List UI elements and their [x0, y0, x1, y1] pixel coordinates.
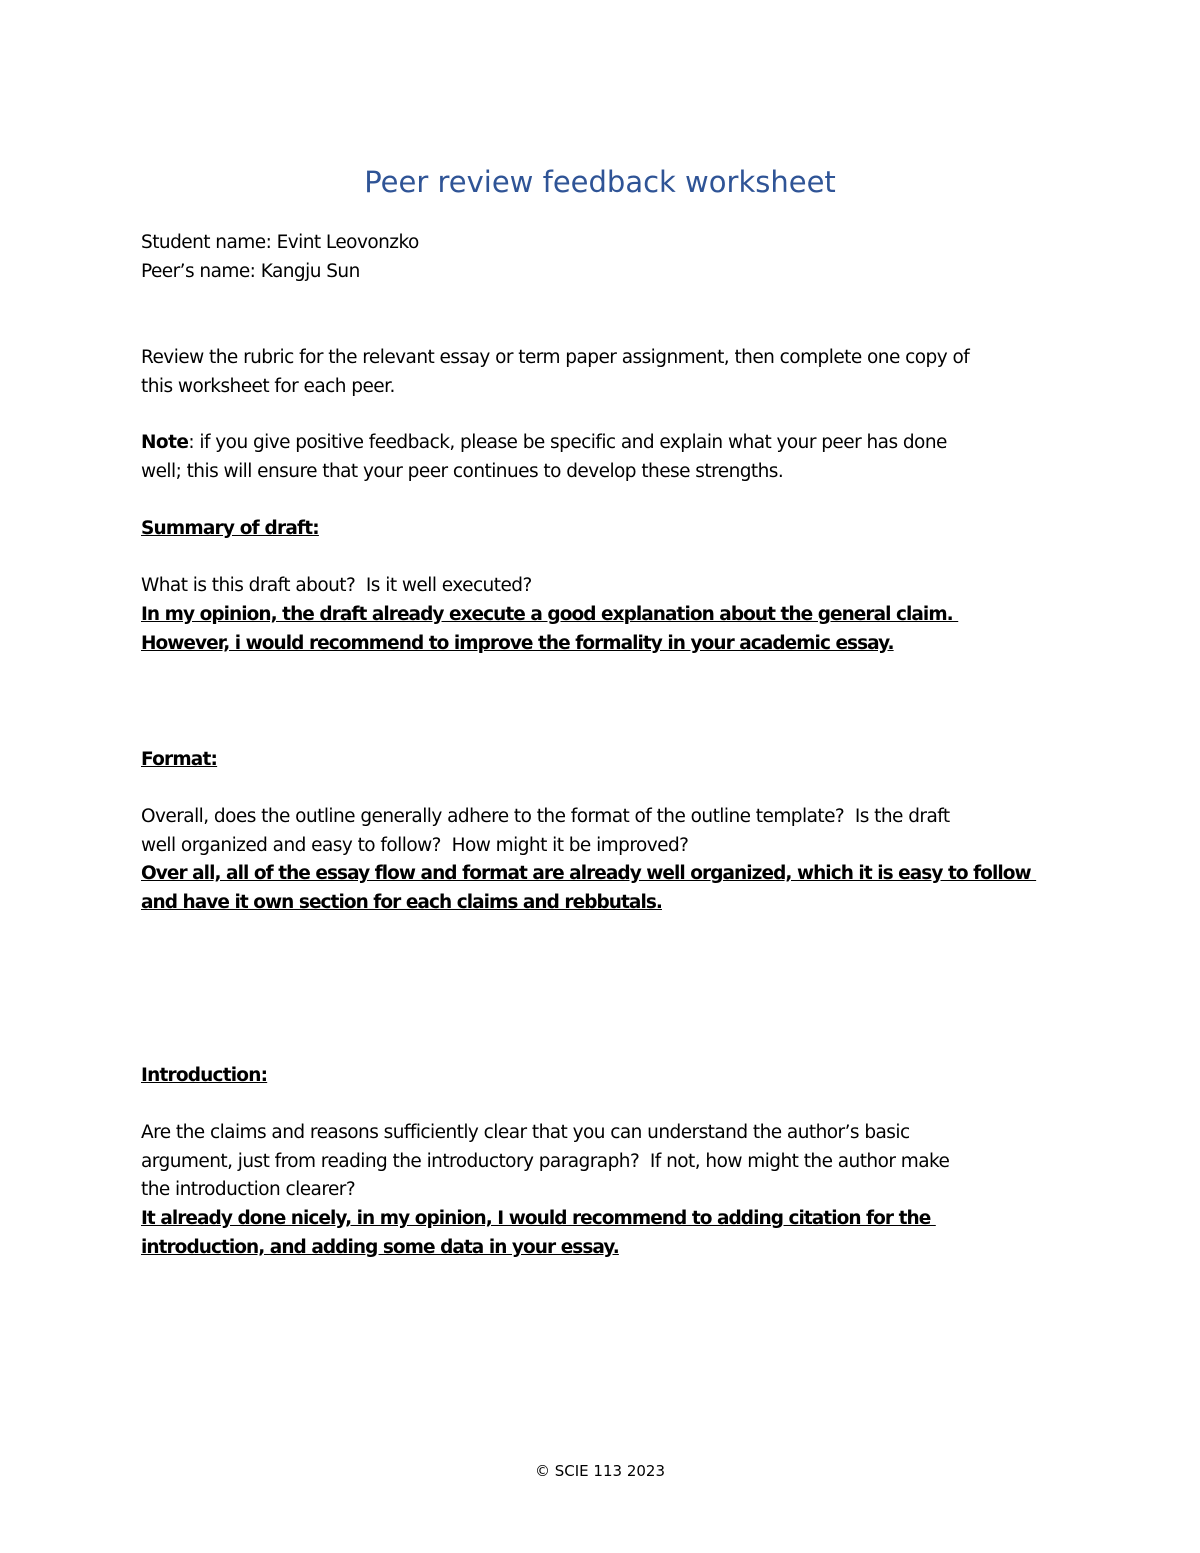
prompt-line: the introduction clearer? — [141, 1179, 356, 1201]
introduction-heading: Introduction: — [141, 1065, 268, 1086]
summary-heading: Summary of draft: — [141, 518, 319, 539]
answer-line: introduction, and adding some data in your essay. — [141, 1236, 619, 1258]
note-paragraph — [141, 429, 947, 486]
note-label: Note — [141, 432, 189, 453]
prompt-line: Overall, does the outline generally adhere to the format of the outline template? Is the draft — [141, 806, 950, 827]
prompt-line: argument, just from reading the introductory paragraph? If not, how might the author make — [141, 1150, 950, 1172]
answer-line: In my opinion, the draft already execute a good explanation about the general claim. — [141, 604, 959, 625]
instructions — [141, 344, 969, 401]
note-line — [141, 429, 947, 458]
peer-name: Peer’s name: Kangju Sun — [141, 260, 360, 282]
format-prompt — [141, 803, 950, 860]
introduction-answer — [141, 1205, 936, 1262]
summary-prompt — [141, 572, 532, 601]
answer-line: It already done nicely, in my opinion, I would recommend to adding citation for the — [141, 1208, 936, 1229]
prompt-line: Are the claims and reasons sufficiently clear that you can understand the author’s basic — [141, 1122, 910, 1143]
instructions-line: this worksheet for each peer. — [141, 375, 395, 397]
footer-copyright: © SCIE 113 2023 — [534, 1462, 665, 1480]
page-title: Peer review feedback worksheet — [364, 165, 836, 199]
prompt-line: What is this draft about? Is it well executed? — [141, 575, 532, 596]
student-name: Student name: Evint Leovonzko — [141, 232, 419, 253]
answer-line: However, i would recommend to improve the formality in your academic essay. — [141, 632, 894, 654]
answer-line: Over all, all of the essay flow and format are already well organized, which it is easy to follow — [141, 863, 1037, 884]
format-heading: Format: — [141, 749, 218, 770]
note-text: : if you give positive feedback, please be specific and explain what your peer has done — [188, 432, 947, 453]
format-answer — [141, 860, 1036, 917]
answer-line: and have it own section for each claims and rebbutals. — [141, 891, 662, 913]
prompt-line: well organized and easy to follow? How might it be improved? — [141, 834, 689, 856]
summary-answer — [141, 601, 958, 658]
note-line: well; this will ensure that your peer continues to develop these strengths. — [141, 460, 784, 482]
instructions-line: Review the rubric for the relevant essay or term paper assignment, then complete one copy of — [141, 347, 970, 368]
introduction-prompt — [141, 1119, 949, 1205]
student-info — [141, 229, 419, 286]
